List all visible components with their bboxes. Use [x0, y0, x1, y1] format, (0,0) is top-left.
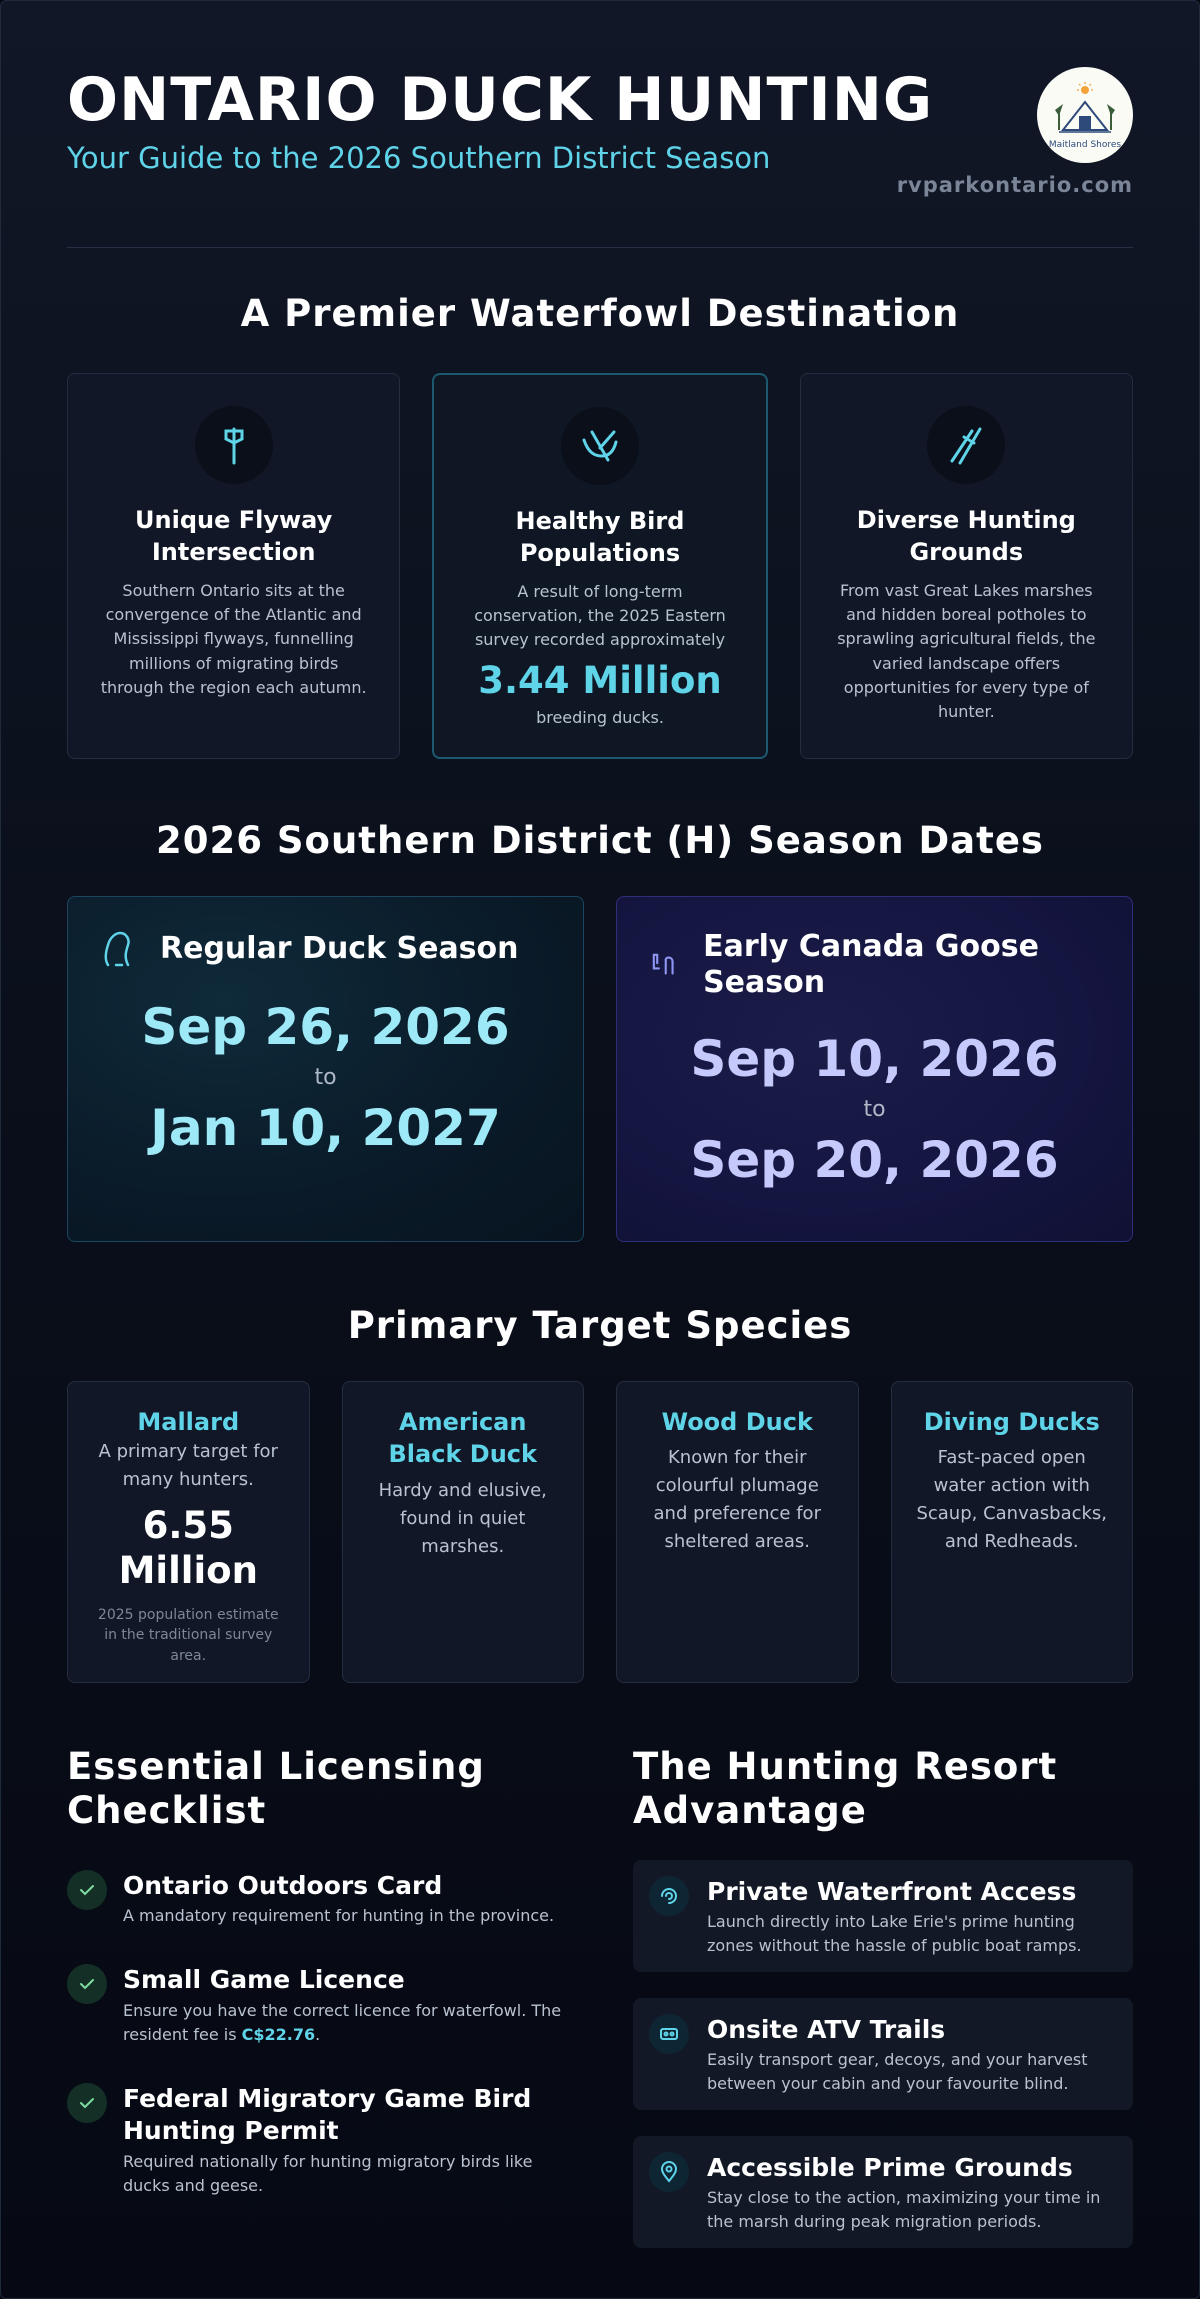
bird-icon — [561, 407, 639, 485]
duck-icon — [98, 929, 138, 969]
species-text: Known for their colourful plumage and preference for sheltered areas. — [653, 1447, 821, 1553]
resort-feature-card — [633, 1998, 1133, 2110]
season-header — [647, 929, 1102, 1001]
feature-card-flyway — [67, 373, 400, 759]
species-note: 2025 population estimate in the traditional survey area. — [97, 1606, 279, 1664]
mallard-population-stat: 6.55 Million — [118, 1504, 258, 1592]
resort-feature-card — [633, 1860, 1133, 1972]
regular-duck-season-card — [67, 896, 584, 1242]
species-text: A primary target for many hunters. — [98, 1441, 278, 1491]
species-card-black-duck — [342, 1381, 585, 1683]
feature-card-grounds — [800, 373, 1133, 759]
checklist-item-title: Small Game Licence — [123, 1965, 405, 1995]
feature-title: Unique Flyway Intersection — [135, 506, 333, 567]
season-header — [98, 929, 553, 969]
species-card-wood-duck — [616, 1381, 859, 1683]
checkmark-icon — [67, 1870, 107, 1910]
resort-column — [633, 1745, 1133, 2248]
checklist-item — [67, 1964, 567, 2047]
resort-feature-title: Onsite ATV Trails — [707, 2014, 946, 2044]
feature-title: Diverse Hunting Grounds — [856, 506, 1076, 567]
bottom-section — [67, 1745, 1133, 2248]
season-to: to — [314, 1065, 337, 1090]
checklist-item — [67, 1870, 567, 1929]
feature-cards — [67, 373, 1133, 759]
season-name: Regular Duck Season — [160, 931, 519, 966]
atv-icon — [649, 2014, 689, 2054]
header — [67, 67, 1133, 247]
species-text: Hardy and elusive, found in quiet marshes. — [378, 1479, 547, 1557]
checklist-item-text — [123, 1999, 567, 2047]
feature-title: Healthy Bird Populations — [515, 507, 685, 568]
resort-feature-card — [633, 2136, 1133, 2248]
map-pin-icon — [649, 2152, 689, 2192]
feature-text: Southern Ontario sits at the convergence of the Atlantic and Mississippi flyways, funnelling millions of migrating birds through the region each autumn. — [100, 580, 367, 698]
breeding-ducks-stat: 3.44 Million — [478, 658, 722, 702]
season-cards — [67, 896, 1133, 1242]
resort-feature-text: Launch directly into Lake Erie's prime hunting zones without the hassle of public boat ramps. — [707, 1912, 1082, 1956]
checkmark-icon — [67, 2083, 107, 2123]
feature-text: A result of long-term conservation, the 2025 Eastern survey recorded approximately — [474, 581, 726, 650]
species-text: Fast-paced open water action with Scaup, Canvasbacks, and Redheads. — [916, 1447, 1108, 1553]
header-divider — [67, 247, 1133, 248]
species-name: Wood Duck — [661, 1408, 813, 1436]
season-end-date: Jan 10, 2027 — [150, 1099, 501, 1157]
species-name: American Black Duck — [388, 1408, 537, 1469]
page-subtitle: Your Guide to the 2026 Southern District Season — [67, 141, 771, 175]
species-card-mallard — [67, 1381, 310, 1683]
checklist-item — [67, 2083, 567, 2198]
species-cards — [67, 1381, 1133, 1683]
early-goose-season-card — [616, 896, 1133, 1242]
species-title: Primary Target Species — [347, 1304, 853, 1347]
goose-icon — [647, 945, 681, 985]
resort-title: The Hunting Resort Advantage — [633, 1745, 1058, 1833]
season-end-date: Sep 20, 2026 — [690, 1131, 1059, 1189]
feature-card-populations — [432, 373, 767, 759]
resort-feature-title: Accessible Prime Grounds — [707, 2152, 1073, 2182]
licence-fee: C$22.76 — [241, 2024, 316, 2044]
logo-text: Maitland Shores — [1048, 140, 1122, 150]
resort-feature-text: Easily transport gear, decoys, and your harvest between your cabin and your favourite blind. — [707, 2050, 1088, 2094]
checkmark-icon — [67, 1964, 107, 2004]
season-start-date: Sep 26, 2026 — [141, 998, 510, 1056]
waves-icon — [649, 1876, 689, 1916]
cabin-logo-icon — [1055, 80, 1115, 138]
season-start-date: Sep 10, 2026 — [690, 1030, 1059, 1088]
season-name: Early Canada Goose Season — [703, 929, 1039, 1000]
resort-feature-text: Stay close to the action, maximizing your time in the marsh during peak migration periods. — [707, 2188, 1101, 2232]
licence-text: Ensure you have the correct licence for waterfowl. The resident fee is — [123, 2000, 562, 2044]
feature-stat-suffix: breeding ducks. — [536, 707, 664, 727]
checklist-item-title: Ontario Outdoors Card — [123, 1870, 443, 1900]
species-name: Mallard — [137, 1408, 240, 1436]
checklist-item-text: Required nationally for hunting migratory birds like ducks and geese. — [123, 2151, 533, 2195]
reeds-icon — [927, 406, 1005, 484]
checklist-item-title: Federal Migratory Game Bird Hunting Permit — [123, 2083, 532, 2146]
licensing-column — [67, 1745, 567, 2248]
resort-feature-title: Private Waterfront Access — [707, 1876, 1077, 1906]
licensing-title: Essential Licensing Checklist — [67, 1745, 485, 1833]
licence-text-end: . — [315, 2024, 321, 2044]
species-card-diving-ducks — [891, 1381, 1134, 1683]
signpost-icon — [195, 406, 273, 484]
season-to: to — [863, 1097, 886, 1122]
resort-logo — [1037, 67, 1133, 163]
website-link[interactable]: rvparkontario.com — [896, 173, 1133, 197]
species-name: Diving Ducks — [923, 1408, 1100, 1436]
feature-text: From vast Great Lakes marshes and hidden boreal potholes to sprawling agricultural fields, the varied landscape offers opportunities for every type of hunter. — [837, 580, 1096, 722]
page-title: ONTARIO DUCK HUNTING — [67, 65, 934, 135]
seasons-title: 2026 Southern District (H) Season Dates — [156, 819, 1044, 862]
features-title: A Premier Waterfowl Destination — [240, 292, 960, 335]
checklist-item-text: A mandatory requirement for hunting in the province. — [123, 1906, 555, 1926]
